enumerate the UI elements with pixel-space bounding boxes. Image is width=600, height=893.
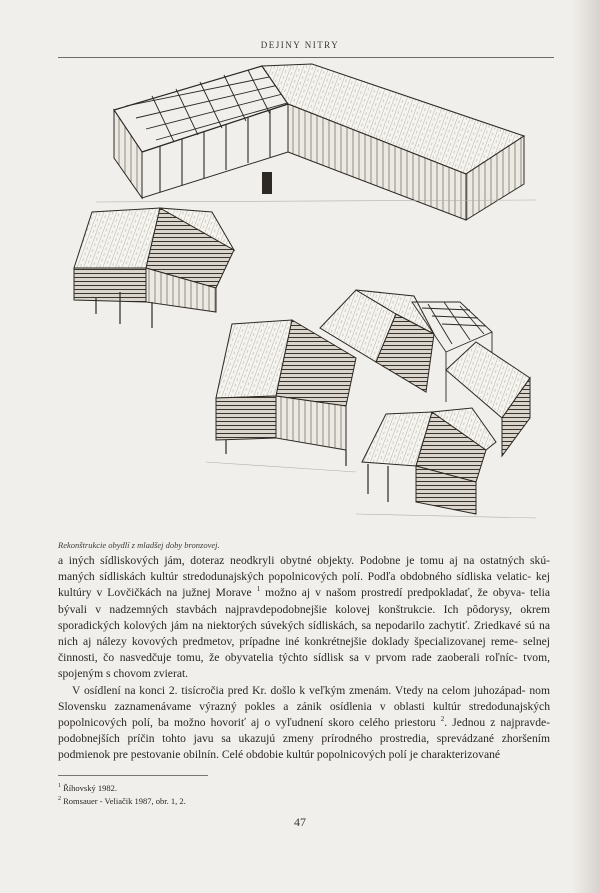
- reconstruction-illustration: [56, 62, 556, 530]
- footnotes: [58, 781, 358, 808]
- text-line: sporadických kolových jám na niektorých súvekých sídliskách, sa nepodarilo zachytiť. Zriedkavé sú: [58, 618, 536, 632]
- footnote-item: $^1$ Říhovský 1982.: [58, 782, 117, 793]
- text-line: na nich aj nálezy kovových predmetov, prípadne iné konkrétnejšie doklady špecializovanej reme-: [58, 618, 550, 649]
- text-line: podmienok pre pestovanie obilnín. Celé obdobie kultúr popolnicových polí je charakterizované: [58, 748, 501, 762]
- text-line: možno aj v našom prostredí predpokladať, že obyva-: [260, 586, 526, 600]
- header-rule: [58, 57, 554, 58]
- text-line: popolnicových polí, ba možno hovoriť aj o vyľudnení skoro celého priestoru: [58, 716, 441, 730]
- text-line: tvom, spojeným s chovom zvierat.: [58, 651, 550, 681]
- paragraph-2: [58, 683, 550, 764]
- text-line: selnej činnosti, čo nasvedčuje tomu, že obyvatelia týchto sídlisk sa v prvom rade zaoberali roľníc-: [58, 635, 550, 665]
- text-line: V osídlení na konci 2. tisícročia pred Kr. došlo k veľkým zmenám. Vtedy na celom juhozápad-: [72, 683, 526, 697]
- text-line: a iných sídliskových jám, doteraz neodkryli obytné objekty. Podobne je tomu aj na ostatných skú-: [58, 554, 550, 567]
- longhouse-drawing: [96, 64, 536, 220]
- small-house-drawing: [74, 208, 234, 328]
- paragraph-1: [58, 553, 550, 683]
- footnote-item: $^2$ Romsauer - Veliačik 1987, obr. 1, 2.: [58, 796, 186, 807]
- text-line: . Jednou z najpravde-: [444, 716, 550, 730]
- page-gutter-shadow: [572, 0, 600, 893]
- running-head: DEJINY NITRY: [260, 40, 340, 50]
- text-line: podobnejších príčin tohto javu sa ukazujú zmeny prírodného prostredia, sprevádzané zhoršením: [58, 732, 550, 746]
- page-number: 47: [294, 815, 306, 829]
- text-line: maných sídliskách kultúr stredodunajských popolnicových polí. Podľa obdobného sídliska velatic-: [58, 570, 532, 584]
- text-line: kej kultúry v Lovčičkách na južnej Morave: [58, 570, 550, 600]
- figure-caption: Rekonštrukcie obydlí z mladšej doby bronzovej.: [58, 540, 220, 550]
- text-line: nom Slovensku zaznamenávame výrazný pokles a zánik osídlenia v oblasti kultúr stredodunajských: [58, 683, 550, 713]
- text-line: telia bývali v nadzemných stavbách najpravdepodobnejšie kolovej konštrukcie. Ich pôdorysy, okrem: [58, 586, 550, 616]
- footnote-reference: 2: [440, 715, 445, 724]
- farmstead-complex-drawing: [206, 290, 536, 518]
- body-text: [58, 553, 550, 764]
- footnote-rule: [58, 775, 208, 776]
- footnote-reference: 1: [256, 585, 261, 594]
